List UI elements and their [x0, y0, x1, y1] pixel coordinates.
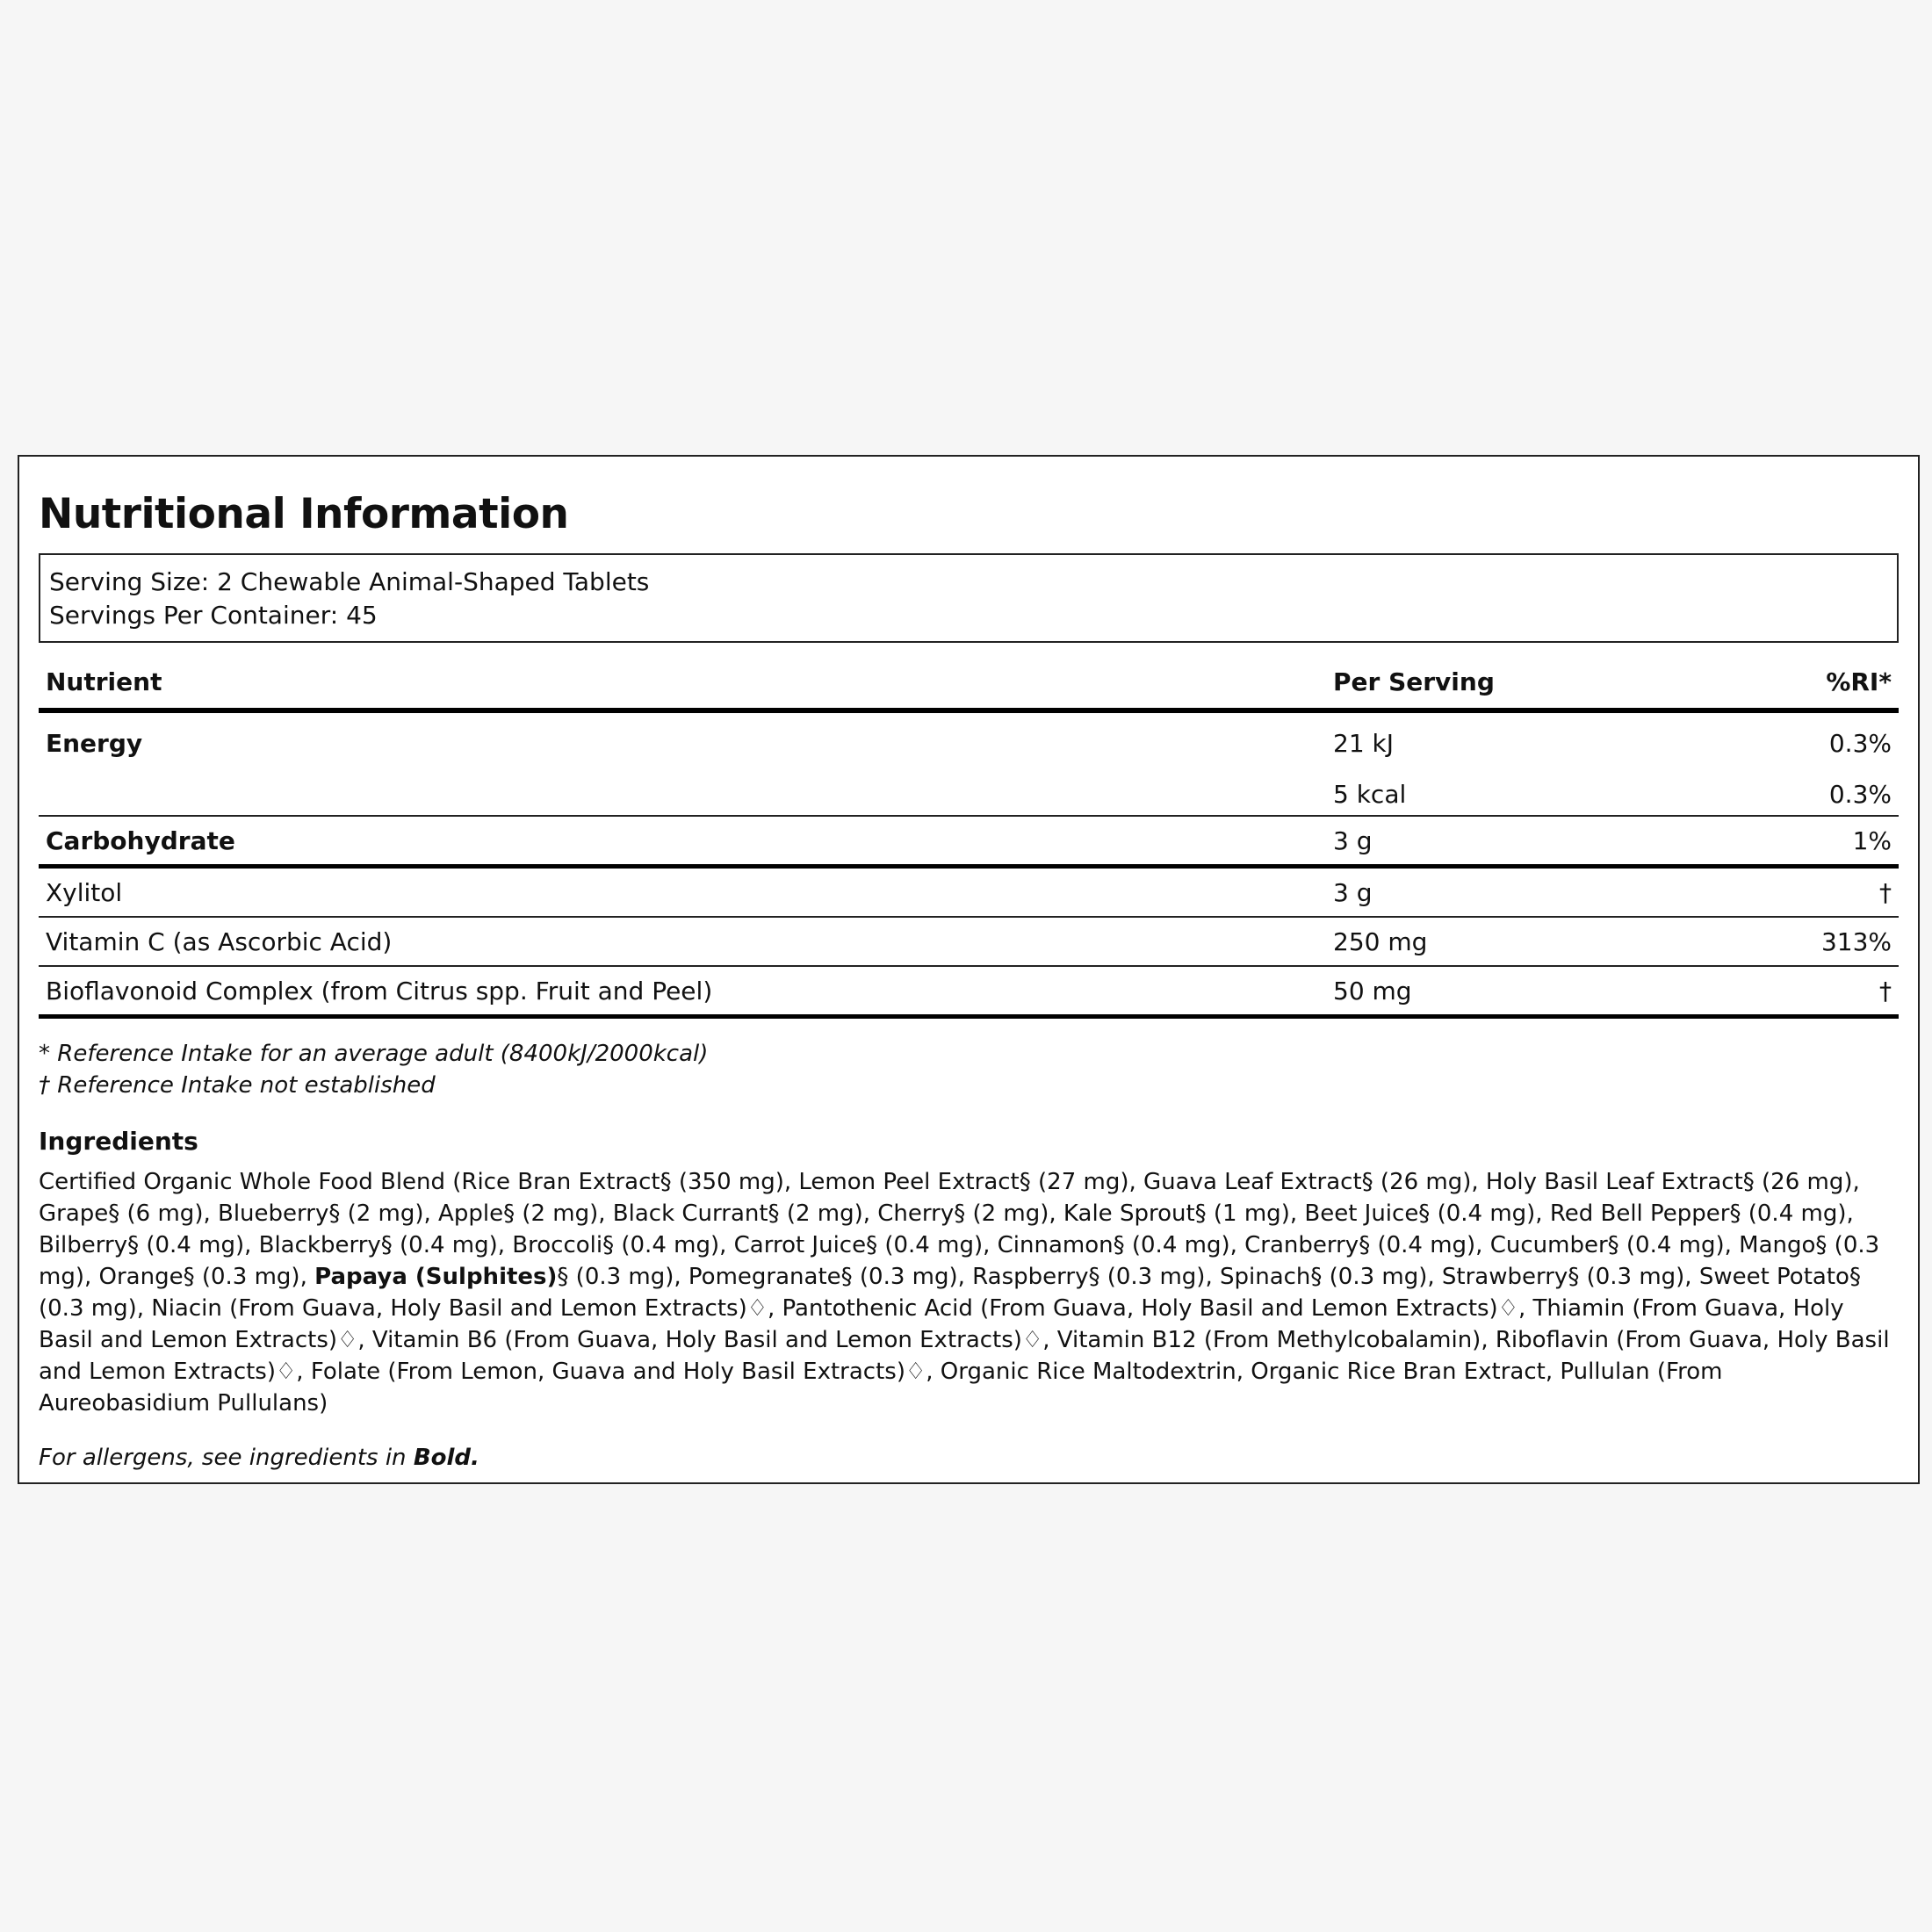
- serving-size: Serving Size: 2 Chewable Animal-Shaped Tablets: [49, 567, 650, 596]
- per-serving-value: 5 kcal: [1326, 773, 1709, 816]
- nutrient-name: Carbohydrate: [39, 816, 1326, 867]
- footnotes: [39, 1038, 1899, 1101]
- panel-title: Nutritional Information: [39, 490, 569, 538]
- table-row: [39, 867, 1899, 918]
- ingredients-part-2: § (0.3 mg), Pomegranate§ (0.3 mg), Raspberry§ (0.3 mg), Spinach§ (0.3 mg), Strawberry§ (0.3 mg), Sweet Potato§ (0.3 mg), Niacin (From Guava, Holy Basil and Lemon Extracts)♢, Pantothenic Acid (From Guava, Holy Basil and Lemon Extracts)♢, Thiamin (From Guava, Holy Basil and Lemon Extracts)♢, Vitamin B6 (From Guava, Holy Basil and Lemon Extracts)♢, Vitamin B12 (From Methylcobalamin), Riboflavin (From Guava, Holy Basil and Lemon Extracts)♢, Folate (From Lemon, Guava and Holy Basil Extracts)♢, Organic Rice Maltodextrin, Organic Rice Bran Extract, Pullulan (From Aureobasidium Pullulans): [39, 1264, 1890, 1417]
- ri-value: †: [1709, 867, 1899, 918]
- ri-value: †: [1709, 966, 1899, 1017]
- per-serving-value: 3 g: [1326, 816, 1709, 867]
- ri-value: 0.3%: [1709, 773, 1899, 816]
- allergen-ingredient: Papaya (Sulphites): [314, 1264, 558, 1290]
- nutrient-name: Energy: [46, 728, 143, 758]
- ri-value: 313%: [1709, 917, 1899, 966]
- table-row: [39, 966, 1899, 1017]
- nutrient-name: [39, 773, 1326, 816]
- allergen-note: [39, 1442, 1899, 1474]
- nutrition-panel: [18, 455, 1920, 1484]
- per-serving-value: 250 mg: [1326, 917, 1709, 966]
- ingredients-part-1: Certified Organic Whole Food Blend (Rice Bran Extract§ (350 mg), Lemon Peel Extract§ (27 mg), Guava Leaf Extract§ (26 mg), Holy Basil Leaf Extract§ (26 mg), Grape§ (6 mg), Blueberry§ (2 mg), Apple§ (2 mg), Black Currant§ (2 mg), Cherry§ (2 mg), Kale Sprout§ (1 mg), Beet Juice§ (0.4 mg), Red Bell Pepper§ (0.4 mg), Bilberry§ (0.4 mg), Blackberry§ (0.4 mg), Broccoli§ (0.4 mg), Carrot Juice§ (0.4 mg), Cinnamon§ (0.4 mg), Cranberry§ (0.4 mg), Cucumber§ (0.4 mg), Mango§ (0.3 mg), Orange§ (0.3 mg),: [39, 1169, 1880, 1290]
- allergen-bold-word: Bold.: [413, 1445, 479, 1471]
- table-row: [39, 710, 1899, 773]
- ri-footnote: * Reference Intake for an average adult (8400kJ/2000kcal): [39, 1041, 709, 1067]
- header-per-serving: Per Serving: [1326, 655, 1709, 710]
- nutrient-table: [39, 655, 1899, 1019]
- ri-value: 0.3%: [1828, 728, 1892, 758]
- serving-info-box: [39, 553, 1899, 643]
- ingredients-heading: Ingredients: [39, 1127, 198, 1156]
- allergen-text: For allergens, see ingredients in: [39, 1445, 414, 1471]
- ri-value: 1%: [1709, 816, 1899, 867]
- table-header-row: [39, 655, 1899, 710]
- nutrient-name: Vitamin C (as Ascorbic Acid): [39, 917, 1326, 966]
- nutrient-name: Bioflavonoid Complex (from Citrus spp. Fruit and Peel): [39, 966, 1326, 1017]
- header-ri: %RI*: [1709, 655, 1899, 710]
- table-row: [39, 917, 1899, 966]
- table-row: [39, 773, 1899, 816]
- servings-per-container: Servings Per Container: 45: [49, 601, 378, 630]
- dagger-footnote: † Reference Intake not established: [39, 1072, 436, 1099]
- nutrient-name: Xylitol: [39, 867, 1326, 918]
- per-serving-value: 50 mg: [1326, 966, 1709, 1017]
- per-serving-value: 21 kJ: [1333, 728, 1395, 758]
- per-serving-value: 3 g: [1326, 867, 1709, 918]
- ingredients-text: [39, 1166, 1899, 1419]
- table-row: [39, 816, 1899, 867]
- header-nutrient: Nutrient: [39, 655, 1326, 710]
